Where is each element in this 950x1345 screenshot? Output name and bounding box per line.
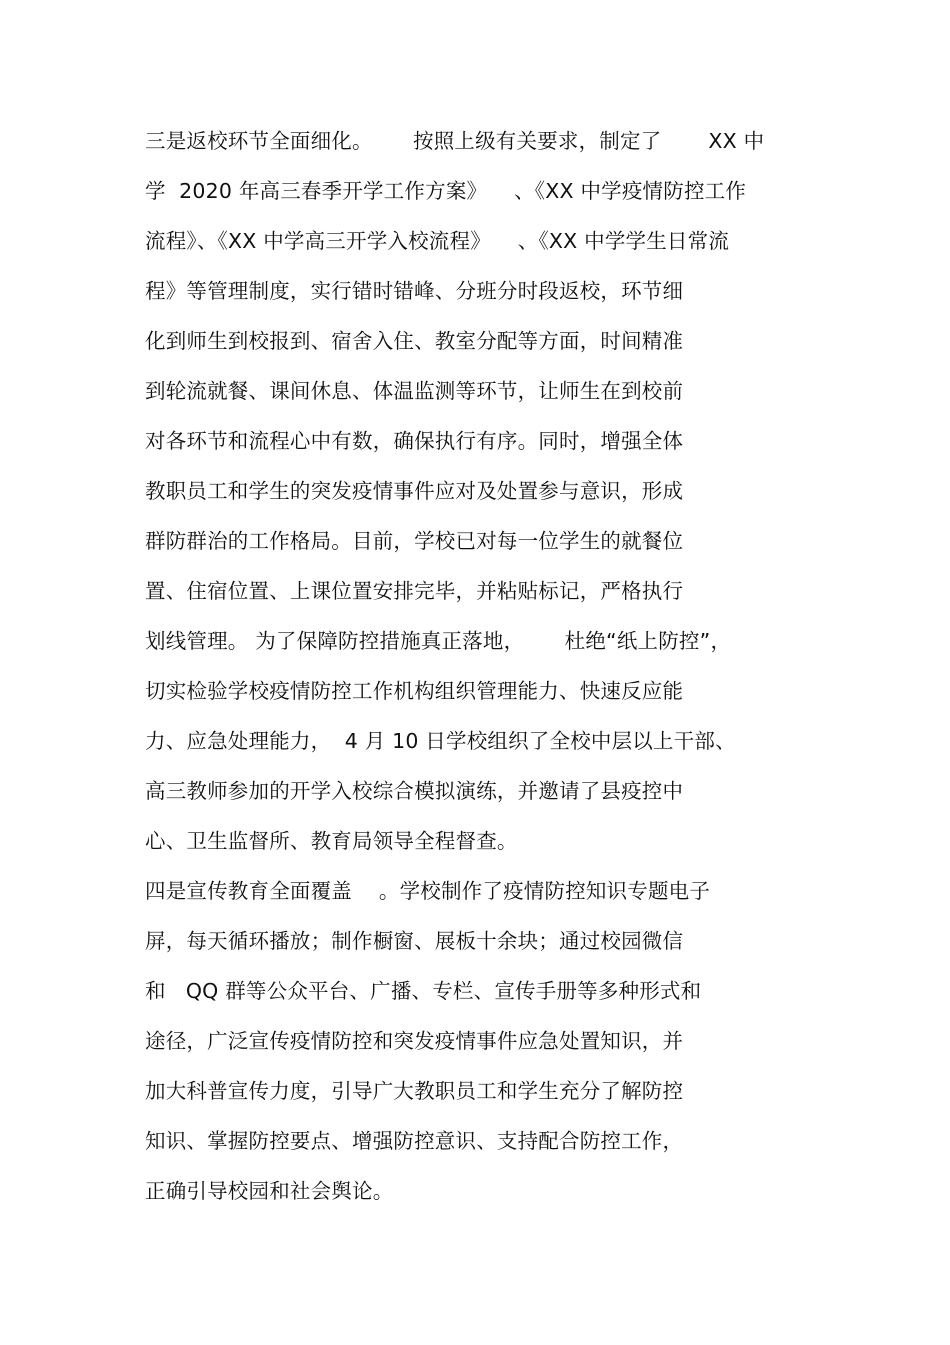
text-line: 流程》、《XX 中学高三开学入校流程》 、《XX 中学学生日常流	[145, 229, 730, 253]
text-line: 群防群治的工作格局。目前，学校已对每一位学生的就餐位	[145, 529, 684, 553]
text-line: 教职员工和学生的突发疫情事件应对及处置参与意识，形成	[145, 479, 684, 503]
text-line: 对各环节和流程心中有数，确保执行有序。同时，增强全体	[145, 429, 684, 453]
text-line: 程》等管理制度，实行错时错峰、分班分时段返校，环节细	[145, 279, 684, 303]
text-line: 到轮流就餐、课间休息、体温监测等环节，让师生在到校前	[145, 379, 684, 403]
text-line: 和 QQ 群等公众平台、广播、专栏、宣传手册等多种形式和	[145, 979, 702, 1003]
text-line: 三是返校环节全面细化。 按照上级有关要求，制定了 XX 中	[145, 129, 765, 153]
text-line: 划线管理。 为了保障防控措施真正落地， 杜绝“纸上防控”，	[145, 629, 732, 653]
text-line: 屏，每天循环播放；制作橱窗、展板十余块；通过校园微信	[145, 929, 684, 953]
text-line: 高三教师参加的开学入校综合模拟演练，并邀请了县疫控中	[145, 779, 684, 803]
text-line: 知识、掌握防控要点、增强防控意识、支持配合防控工作，	[145, 1129, 684, 1153]
text-line: 切实检验学校疫情防控工作机构组织管理能力、快速反应能	[145, 679, 684, 703]
text-line: 置、住宿位置、上课位置安排完毕，并粘贴标记，严格执行	[145, 579, 684, 603]
text-line: 学 2020 年高三春季开学工作方案》 、《XX 中学疫情防控工作	[145, 179, 747, 203]
text-line: 途径，广泛宣传疫情防控和突发疫情事件应急处置知识，并	[145, 1029, 684, 1053]
text-line: 四是宣传教育全面覆盖 。学校制作了疫情防控知识专题电子	[145, 879, 711, 903]
text-line: 正确引导校园和社会舆论。	[145, 1179, 394, 1203]
text-line: 化到师生到校报到、宿舍入住、教室分配等方面，时间精准	[145, 329, 684, 353]
text-line: 心、卫生监督所、教育局领导全程督查。	[145, 829, 518, 853]
text-line: 力、应急处理能力， 4 月 10 日学校组织了全校中层以上干部、	[145, 729, 736, 753]
text-line: 加大科普宣传力度，引导广大教职员工和学生充分了解防控	[145, 1079, 684, 1103]
